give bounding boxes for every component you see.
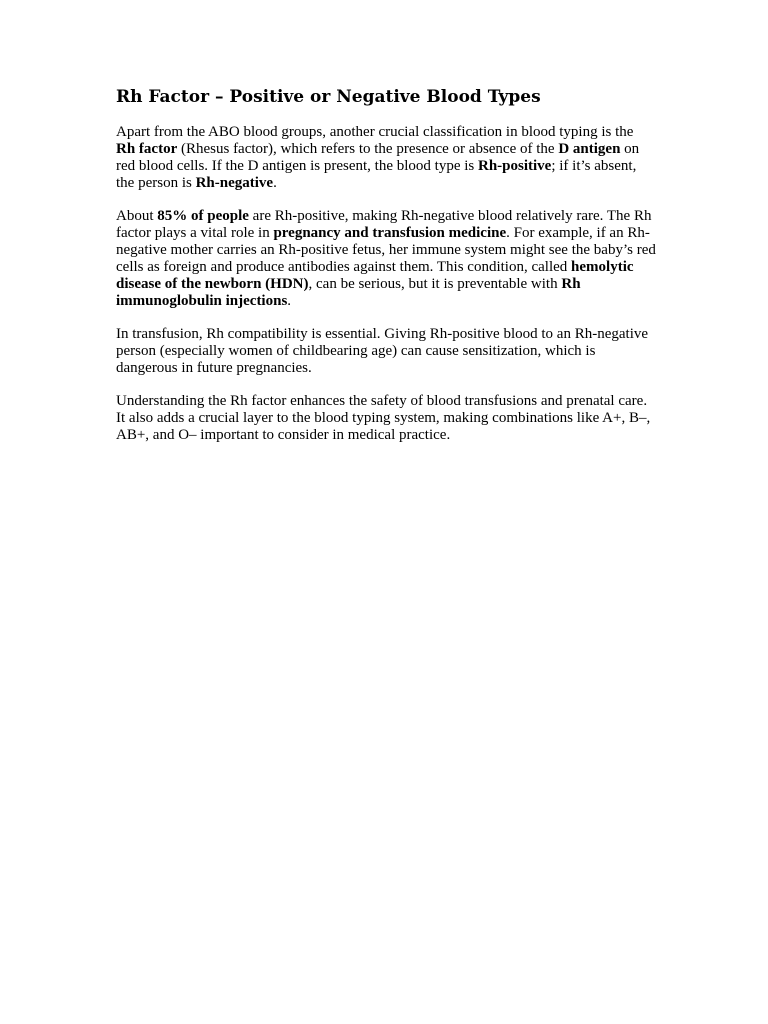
text-run: , can be serious, but it is preventable with — [308, 276, 562, 292]
text-run: . For example, if an Rh-negative mother carries an Rh-positive fetus, her immune system might see the baby’s red cells as foreign and produce antibodies against them. This condition, called — [116, 225, 656, 275]
bold-term-rh-negative: Rh-negative — [195, 175, 274, 191]
text-run: . — [273, 175, 277, 191]
paragraph-conclusion: Understanding the Rh factor enhances the safety of blood transfusions and prenatal care. It also adds a crucial layer to the blood typing system, making combinations like A+, B–, AB+, and O– important to consider in medical practice. — [116, 393, 651, 443]
paragraph-transfusion: In transfusion, Rh compatibility is essential. Giving Rh-positive blood to an Rh-negative person (especially women of childbearing age) can cause sensitization, which is dangerous in future pregnancies. — [116, 326, 649, 376]
bold-term-85-percent: 85% of people — [157, 208, 249, 224]
paragraph-rh-prevalence — [116, 208, 656, 310]
bold-term-rh-positive: Rh-positive — [478, 158, 552, 174]
text-run: on red blood cells. If the D antigen is present, the blood type is — [116, 141, 640, 174]
bold-term-hdn: hemolytic disease of the newborn (HDN) — [116, 259, 634, 292]
paragraph-rh-definition — [116, 124, 656, 192]
document-page — [116, 86, 656, 460]
page-title: Rh Factor – Positive or Negative Blood Types — [116, 87, 541, 107]
text-run: are Rh-positive, making Rh-negative blood relatively rare. The Rh factor plays a vital role in — [116, 208, 652, 241]
text-run: (Rhesus factor), which refers to the presence or absence of the — [177, 141, 559, 157]
bold-term-pregnancy-transfusion: pregnancy and transfusion medicine — [273, 225, 507, 241]
text-run: Apart from the ABO blood groups, another crucial classification in blood typing is the — [116, 124, 634, 140]
text-run: ; if it’s absent, the person is — [116, 158, 637, 191]
text-run: . — [287, 293, 292, 309]
bold-term-rh-immunoglobulin: Rh immunoglobulin injections — [116, 276, 581, 309]
text-run: About — [116, 208, 158, 224]
bold-term-d-antigen: D antigen — [558, 141, 621, 157]
bold-term-rh-factor: Rh factor — [116, 141, 178, 157]
